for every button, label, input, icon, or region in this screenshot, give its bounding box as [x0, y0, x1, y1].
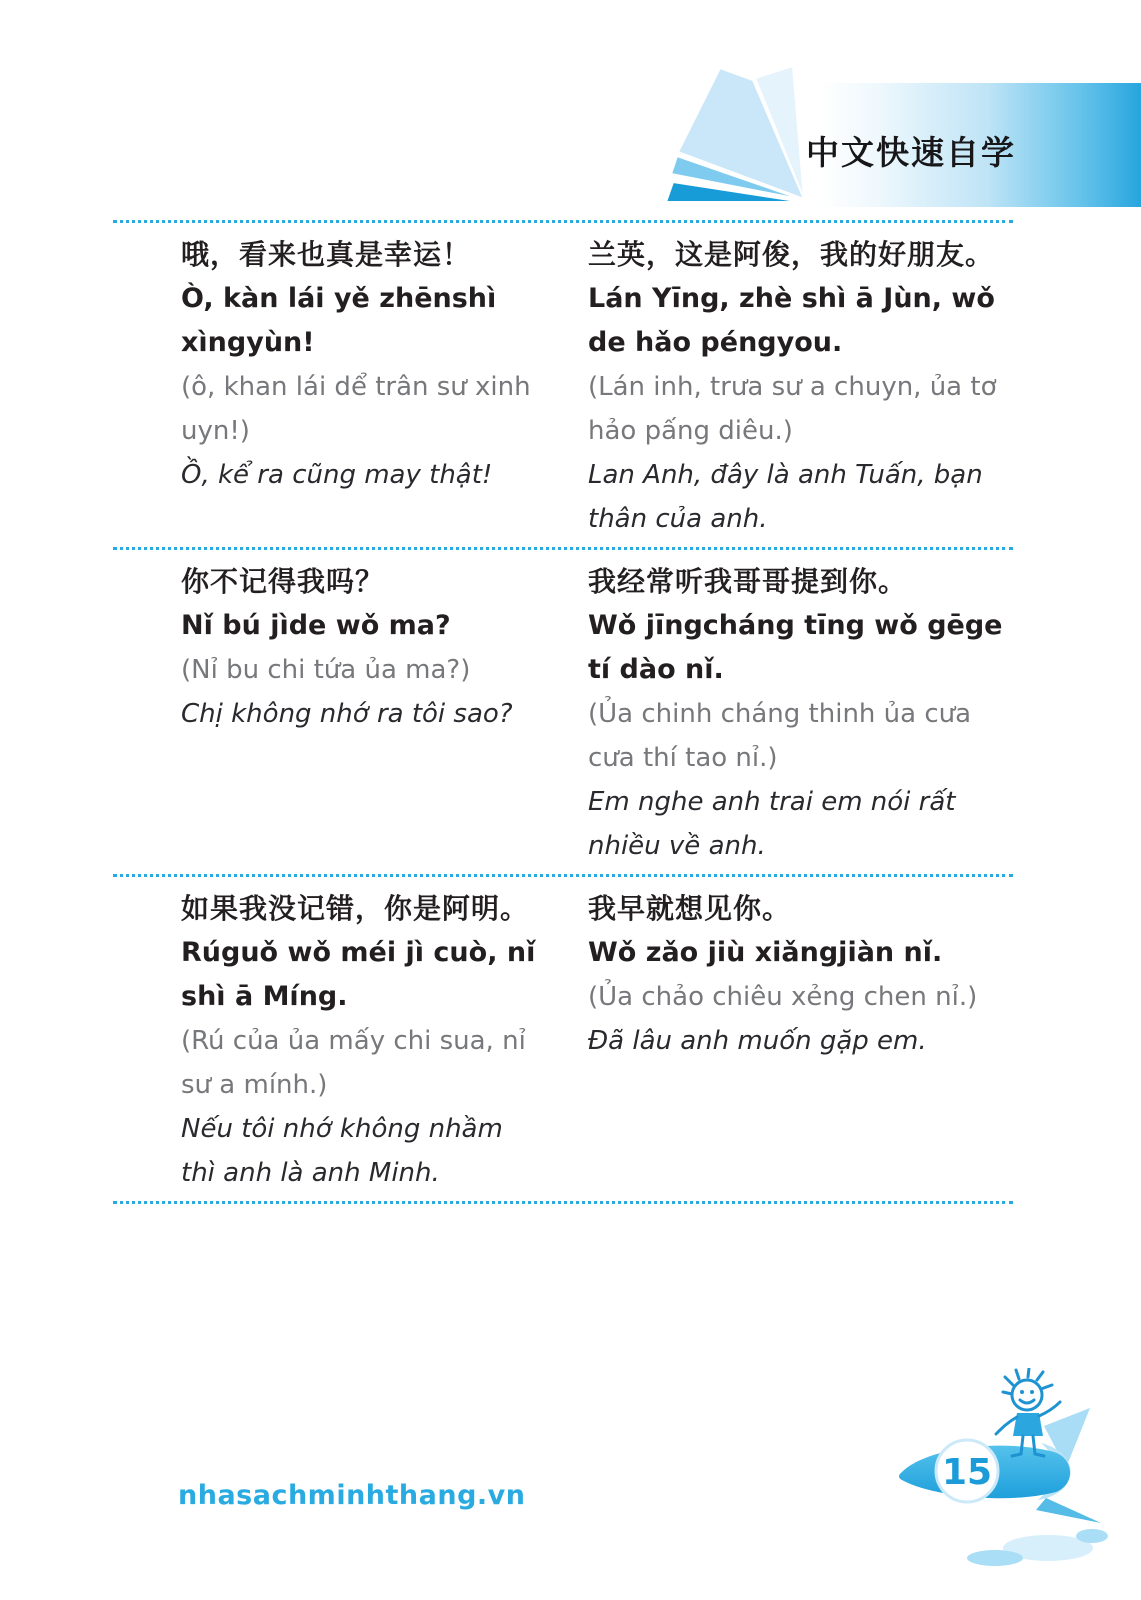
phonetic-line: (Ủa chinh cháng thinh ủa cưa cưa thí tao nỉ.) — [588, 699, 972, 773]
pinyin-line: Ò, kàn lái yě zhēnshì xìngyùn! — [181, 283, 497, 358]
footer-website-link[interactable]: nhasachminhthang.vn — [178, 1480, 526, 1511]
kid-riding-rocket-illustration — [896, 1368, 1111, 1572]
phonetic-line: (Nỉ bu chi tứa ủa ma?) — [181, 655, 471, 685]
translation-line: Đã lâu anh muốn gặp em. — [588, 1026, 927, 1056]
pinyin-line: Lán Yīng, zhè shì ā Jùn, wǒ de hǎo péngyou. — [588, 283, 995, 358]
dialog-block-1 — [113, 220, 1013, 547]
translation-line: Nếu tôi nhớ không nhầm thì anh là anh Minh. — [181, 1114, 503, 1188]
translation-line: Ồ, kể ra cũng may thật! — [181, 460, 493, 490]
phonetic-line: (ô, khan lái dể trân sư xinh uyn!) — [181, 372, 531, 446]
pinyin-line: Wǒ zǎo jiù xiǎngjiàn nǐ. — [588, 937, 943, 968]
phonetic-line: (Rú của ủa mấy chi sua, nỉ sư a mính.) — [181, 1026, 526, 1100]
kid-figure — [996, 1368, 1060, 1456]
phonetic-line: (Lán inh, trưa sư a chuyn, ủa tơ hảo pấng diêu.) — [588, 372, 997, 446]
hanzi-line: 我早就想见你。 — [588, 892, 792, 925]
pinyin-line: Wǒ jīngcháng tīng wǒ gēge tí dào nǐ. — [588, 610, 1003, 685]
translation-line: Chị không nhớ ra tôi sao? — [181, 699, 513, 729]
dialog-block-2 — [113, 547, 1013, 874]
dialog-list — [113, 220, 1013, 1204]
page-title: 中文快速自学 — [806, 133, 1016, 172]
dialog-entry-right — [545, 233, 1013, 541]
dialog-entry-left — [113, 887, 545, 1195]
hanzi-line: 我经常听我哥哥提到你。 — [588, 565, 908, 598]
translation-line: Lan Anh, đây là anh Tuấn, bạn thân của anh. — [588, 460, 983, 534]
dialog-entry-left — [113, 560, 545, 868]
hanzi-line: 如果我没记错，你是阿明。 — [181, 892, 530, 925]
hanzi-line: 哦，看来也真是幸运！ — [181, 238, 472, 271]
phonetic-line: (Ủa chảo chiêu xẻng chen nỉ.) — [588, 982, 978, 1012]
hanzi-line: 你不记得我吗？ — [181, 565, 385, 598]
dialog-entry-right — [545, 887, 1013, 1195]
translation-line: Em nghe anh trai em nói rất nhiều về anh. — [588, 787, 956, 861]
dialog-block-3 — [113, 874, 1013, 1204]
open-book-icon — [663, 64, 818, 218]
dialog-entry-left — [113, 233, 545, 541]
pinyin-line: Rúguǒ wǒ méi jì cuò, nǐ shì ā Míng. — [181, 937, 536, 1012]
pinyin-line: Nǐ bú jìde wǒ ma? — [181, 610, 451, 641]
dialog-entry-right — [545, 560, 1013, 868]
hanzi-line: 兰英，这是阿俊，我的好朋友。 — [588, 238, 995, 271]
page-number: 15 — [941, 1452, 993, 1493]
